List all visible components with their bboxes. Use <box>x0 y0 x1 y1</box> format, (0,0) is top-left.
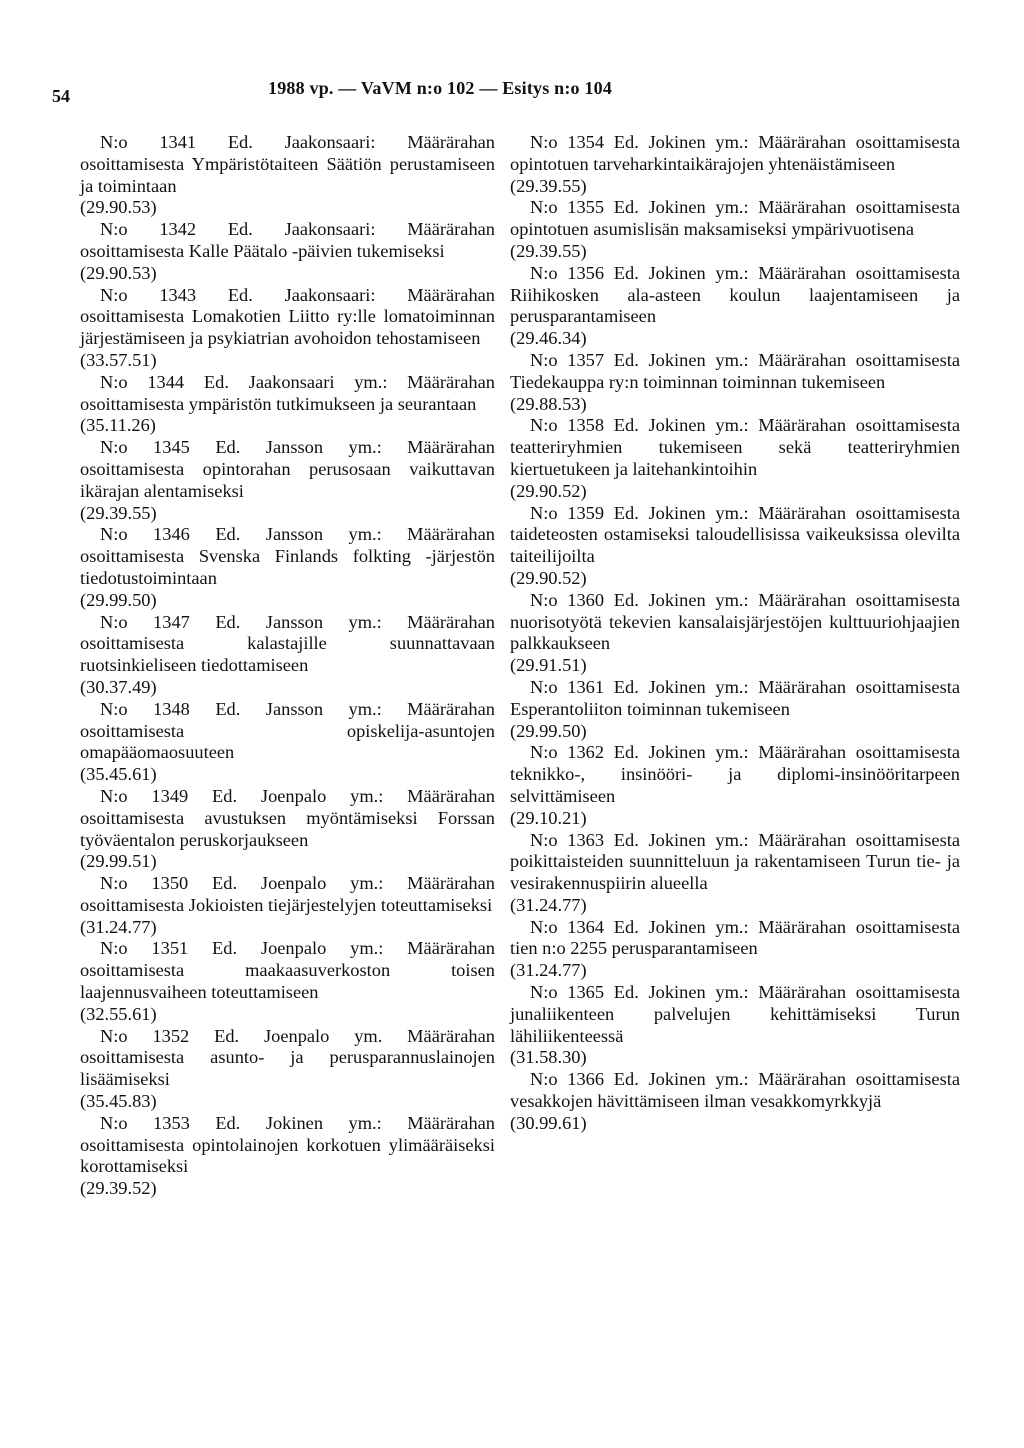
motion-text: N:o 1362 Ed. Jokinen ym.: Määrärahan osoittamisesta teknikko-, insinööri- ja diplomi-insinööritarpeen selvittämiseen <box>510 742 960 806</box>
motion-entry <box>80 786 495 873</box>
budget-code: (29.90.52) <box>510 480 587 501</box>
motion-entry <box>80 219 495 284</box>
motion-entry <box>80 1026 495 1113</box>
motion-text: N:o 1344 Ed. Jaakonsaari ym.: Määrärahan osoittamisesta ympäristön tutkimukseen ja seurantaan <box>80 371 495 414</box>
left-column <box>80 132 495 1200</box>
motion-entry <box>510 590 960 677</box>
motion-entry <box>510 132 960 197</box>
motion-entry <box>510 1069 960 1134</box>
motion-text: N:o 1358 Ed. Jokinen ym.: Määrärahan osoittamisesta teatteriryhmien tukemiseen sekä teatteriryhmien kiertuetukeen ja laitehankintoihin <box>510 415 960 479</box>
motion-entry <box>510 415 960 502</box>
budget-code: (33.57.51) <box>80 349 157 370</box>
budget-code: (29.90.52) <box>510 567 587 588</box>
budget-code: (35.11.26) <box>80 415 156 436</box>
budget-code: (30.37.49) <box>80 676 157 697</box>
motion-entry <box>510 830 960 917</box>
motion-text: N:o 1355 Ed. Jokinen ym.: Määrärahan osoittamisesta opintotuen asumislisän maksamiseksi ympärivuotisena <box>510 197 960 240</box>
motion-text: N:o 1359 Ed. Jokinen ym.: Määrärahan osoittamisesta taideteosten ostamiseksi taloudellisissa vaikeuksissa olevilta taiteilijoilta <box>510 502 960 567</box>
motion-text: N:o 1346 Ed. Jansson ym.: Määrärahan osoittamisesta Svenska Finlands folkting -järjestön tiedotustoimintaan <box>80 524 495 588</box>
motion-text: N:o 1352 Ed. Joenpalo ym. Määrärahan osoittamisesta asunto- ja perusparannuslainojen lisäämiseksi <box>80 1025 495 1090</box>
motion-entry <box>510 263 960 350</box>
motion-entry <box>510 350 960 415</box>
budget-code: (32.55.61) <box>80 1003 157 1024</box>
budget-code: (31.24.77) <box>510 960 587 981</box>
budget-code: (29.99.50) <box>80 589 157 610</box>
budget-code: (31.24.77) <box>80 916 157 937</box>
motion-text: N:o 1351 Ed. Joenpalo ym.: Määrärahan osoittamisesta maakaasuverkoston toisen laajennusvaiheen toteuttamiseen <box>80 938 495 1003</box>
right-column <box>510 132 960 1135</box>
motion-text: N:o 1360 Ed. Jokinen ym.: Määrärahan osoittamisesta nuorisotyötä tekevien kansalaisjärjestöjen kulttuuriohjaajien palkkaukseen <box>510 589 960 654</box>
motion-text: N:o 1365 Ed. Jokinen ym.: Määrärahan osoittamisesta junaliikenteen palvelujen kehittämiseksi Turun lähiliikenteessä <box>510 982 960 1046</box>
budget-code: (31.58.30) <box>510 1047 587 1068</box>
motion-text: N:o 1341 Ed. Jaakonsaari: Määrärahan osoittamisesta Ympäristötaiteen Säätiön perustamiseen ja toimintaan <box>80 132 495 196</box>
motion-text: N:o 1348 Ed. Jansson ym.: Määrärahan osoittamisesta opiskelija-asuntojen omapääomaosuuteen <box>80 698 495 763</box>
motion-text: N:o 1354 Ed. Jokinen ym.: Määrärahan osoittamisesta opintotuen tarveharkintaikärajojen yhtenäistämiseen <box>510 132 960 174</box>
budget-code: (35.45.83) <box>80 1091 157 1112</box>
motion-text: N:o 1353 Ed. Jokinen ym.: Määrärahan osoittamisesta opintolainojen korkotuen ylimääräiseksi korottamiseksi <box>80 1112 495 1177</box>
budget-code: (29.91.51) <box>510 655 587 676</box>
motion-text: N:o 1349 Ed. Joenpalo ym.: Määrärahan osoittamisesta avustuksen myöntämiseksi Forssan työväentalon peruskorjaukseen <box>80 785 495 850</box>
motion-text: N:o 1343 Ed. Jaakonsaari: Määrärahan osoittamisesta Lomakotien Liitto ry:lle lomatoiminnan järjestämiseen ja psykiatrian avohoidon tehostamiseen <box>80 284 495 349</box>
motion-entry <box>80 132 495 219</box>
budget-code: (29.90.53) <box>80 197 157 218</box>
motion-text: N:o 1364 Ed. Jokinen ym.: Määrärahan osoittamisesta tien n:o 2255 perusparantamiseen <box>510 916 960 959</box>
motion-entry <box>80 524 495 611</box>
motion-entry <box>510 982 960 1069</box>
motion-text: N:o 1345 Ed. Jansson ym.: Määrärahan osoittamisesta opintorahan perusosaan vaikuttavan ikärajan alentamiseksi <box>80 437 495 501</box>
budget-code: (29.39.55) <box>80 502 157 523</box>
motion-entry <box>80 873 495 938</box>
budget-code: (29.39.55) <box>510 240 587 261</box>
motion-text: N:o 1356 Ed. Jokinen ym.: Määrärahan osoittamisesta Riihikosken ala-asteen koulun laajentamiseen ja perusparantamiseen <box>510 262 960 327</box>
motion-entry <box>80 437 495 524</box>
motion-text: N:o 1347 Ed. Jansson ym.: Määrärahan osoittamisesta kalastajille suunnattavaan ruotsinkieliseen tiedottamiseen <box>80 611 495 676</box>
budget-code: (31.24.77) <box>510 894 587 915</box>
motion-text: N:o 1350 Ed. Joenpalo ym.: Määrärahan osoittamisesta Jokioisten tiejärjestelyjen toteuttamiseksi <box>80 873 495 915</box>
motion-text: N:o 1363 Ed. Jokinen ym.: Määrärahan osoittamisesta poikittaisteiden suunnitteluun ja rakentamiseen Turun tie- ja vesirakennuspiirin alueella <box>510 829 960 894</box>
budget-code: (29.46.34) <box>510 328 587 349</box>
motion-entry <box>80 938 495 1025</box>
motion-text: N:o 1357 Ed. Jokinen ym.: Määrärahan osoittamisesta Tiedekauppa ry:n toiminnan toiminnan tukemiseen <box>510 349 960 392</box>
motion-entry <box>80 612 495 699</box>
motion-entry <box>510 917 960 982</box>
budget-code: (29.90.53) <box>80 262 157 283</box>
motion-entry <box>80 1113 495 1200</box>
motion-entry <box>510 197 960 262</box>
page-number: 54 <box>52 86 70 106</box>
motion-text: N:o 1366 Ed. Jokinen ym.: Määrärahan osoittamisesta vesakkojen hävittämiseen ilman vesakkomyrkkyjä <box>510 1069 960 1112</box>
motion-entry <box>510 503 960 590</box>
running-head: 1988 vp. — VaVM n:o 102 — Esitys n:o 104 <box>268 78 613 98</box>
motion-text: N:o 1361 Ed. Jokinen ym.: Määrärahan osoittamisesta Esperantoliiton toiminnan tukemiseen <box>510 676 960 719</box>
budget-code: (29.88.53) <box>510 393 587 414</box>
budget-code: (29.99.50) <box>510 720 587 741</box>
budget-code: (35.45.61) <box>80 764 157 785</box>
motion-text: N:o 1342 Ed. Jaakonsaari: Määrärahan osoittamisesta Kalle Päätalo -päivien tukemiseksi <box>80 219 495 261</box>
motion-entry <box>80 372 495 437</box>
motion-entry <box>510 677 960 742</box>
motion-entry <box>80 285 495 372</box>
budget-code: (29.39.55) <box>510 175 587 196</box>
budget-code: (30.99.61) <box>510 1112 587 1133</box>
budget-code: (29.39.52) <box>80 1178 157 1199</box>
budget-code: (29.10.21) <box>510 807 587 828</box>
motion-entry <box>80 699 495 786</box>
motion-entry <box>510 742 960 829</box>
budget-code: (29.99.51) <box>80 851 157 872</box>
